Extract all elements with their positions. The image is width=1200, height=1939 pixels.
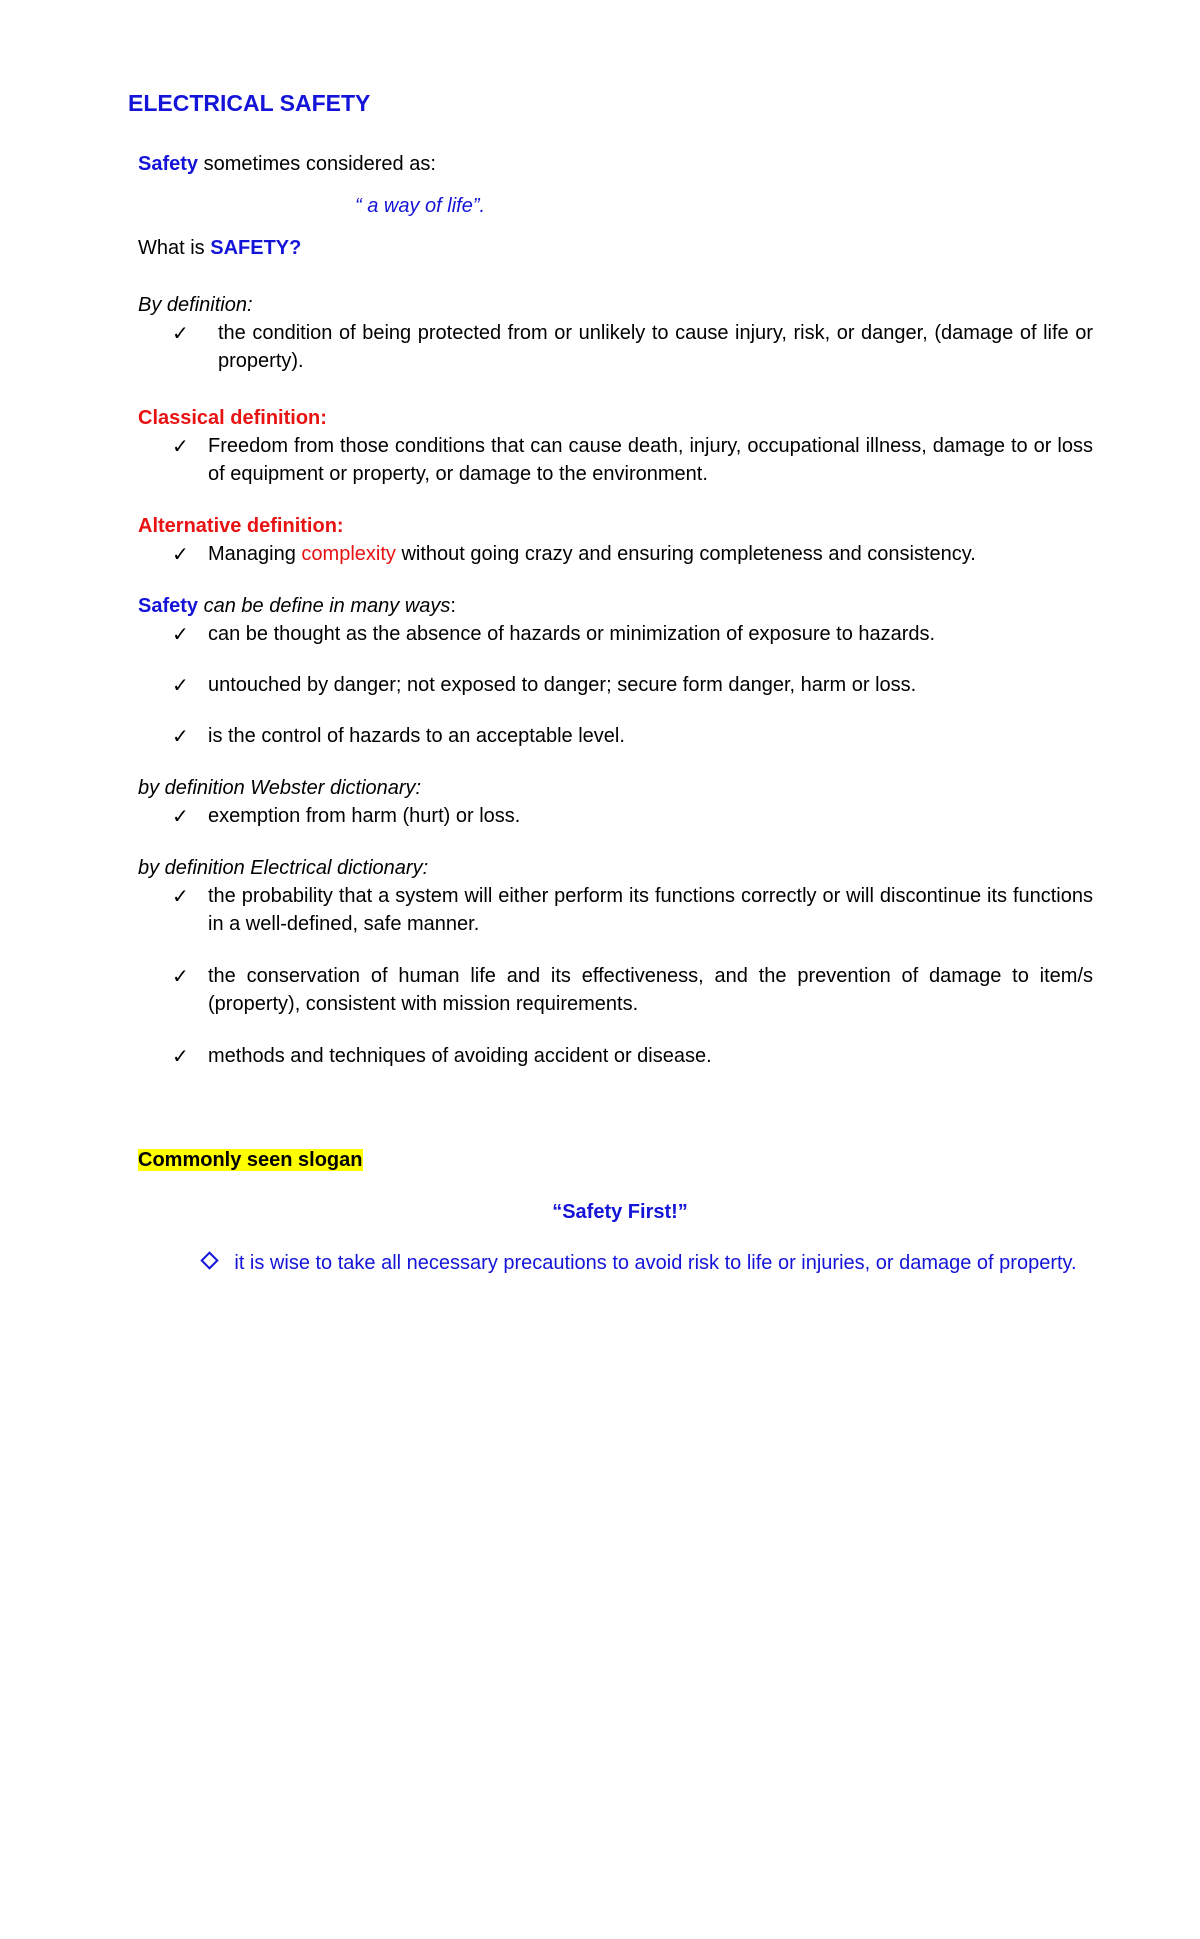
webster-heading: by definition Webster dictionary: (138, 777, 422, 799)
check-icon: ✓ (172, 1044, 189, 1068)
check-icon: ✓ (172, 884, 189, 908)
bullet-text: Freedom from those conditions that can cause death, injury, occupational illness, damage to or loss of equipment or property, or damage to the environment. (208, 435, 1093, 485)
bullet-text: can be thought as the absence of hazards or minimization of exposure to hazards. (208, 623, 936, 645)
electrical-item (138, 1042, 1093, 1070)
diamond-outline-icon (201, 1251, 219, 1269)
check-icon: ✓ (172, 321, 189, 345)
many-ways-colon: : (450, 595, 456, 617)
check-icon: ✓ (172, 542, 189, 566)
check-icon: ✓ (172, 724, 189, 748)
slogan-heading: Commonly seen slogan (138, 1149, 363, 1171)
slogan-bullet (200, 1249, 1080, 1277)
alt-after: without going crazy and ensuring completeness and consistency. (395, 543, 976, 565)
page-title: ELECTRICAL SAFETY (128, 90, 371, 116)
many-ways-item (138, 722, 1093, 750)
check-icon: ✓ (172, 964, 189, 988)
many-ways-text: can be define in many ways (198, 595, 451, 617)
alternative-heading: Alternative definition: (138, 515, 344, 537)
many-ways-item (138, 620, 1093, 648)
by-definition-item (138, 319, 1093, 375)
classical-heading: Classical definition: (138, 407, 327, 429)
webster-item (138, 802, 1093, 830)
bullet-text: the condition of being protected from or unlikely to cause injury, risk, or danger, (damage of life or property). (218, 322, 1093, 372)
alternative-item (138, 540, 1093, 568)
check-icon: ✓ (172, 622, 189, 646)
bullet-text: exemption from harm (hurt) or loss. (208, 805, 521, 827)
intro-line (138, 150, 436, 178)
bullet-text (208, 540, 1093, 568)
bullet-text: is the control of hazards to an acceptable level. (208, 725, 625, 747)
safety-term: Safety (138, 153, 199, 175)
way-of-life-quote: “ a way of life”. (355, 195, 486, 217)
check-icon: ✓ (172, 804, 189, 828)
electrical-item (138, 882, 1093, 938)
bullet-text: the conservation of human life and its effectiveness, and the prevention of damage to item/s (property), consistent with mission requirements. (208, 965, 1093, 1015)
by-definition-heading: By definition: (138, 294, 253, 316)
bullet-text: methods and techniques of avoiding accident or disease. (208, 1045, 712, 1067)
bullet-text: untouched by danger; not exposed to danger; secure form danger, harm or loss. (208, 674, 917, 696)
alt-highlight: complexity (301, 543, 396, 565)
slogan-quote: “Safety First!” (552, 1201, 688, 1223)
electrical-heading: by definition Electrical dictionary: (138, 857, 429, 879)
bullet-text: the probability that a system will either perform its functions correctly or will discontinue its functions in a well-defined, safe manner. (208, 885, 1093, 935)
classical-item (138, 432, 1093, 488)
safety-term: Safety (138, 595, 199, 617)
slogan-bullet-text: it is wise to take all necessary precautions to avoid risk to life or injuries, or damage of property. (234, 1252, 1077, 1274)
what-is-line (138, 234, 301, 262)
considered-text: sometimes considered as: (198, 153, 436, 175)
many-ways-heading (138, 592, 456, 620)
alt-before: Managing (208, 543, 302, 565)
check-icon: ✓ (172, 673, 189, 697)
many-ways-item (138, 671, 1093, 699)
what-is-text: What is (138, 237, 211, 259)
slogan-heading-line (138, 1146, 363, 1174)
check-icon: ✓ (172, 434, 189, 458)
what-is-term: SAFETY? (210, 237, 302, 259)
electrical-item (138, 962, 1093, 1018)
